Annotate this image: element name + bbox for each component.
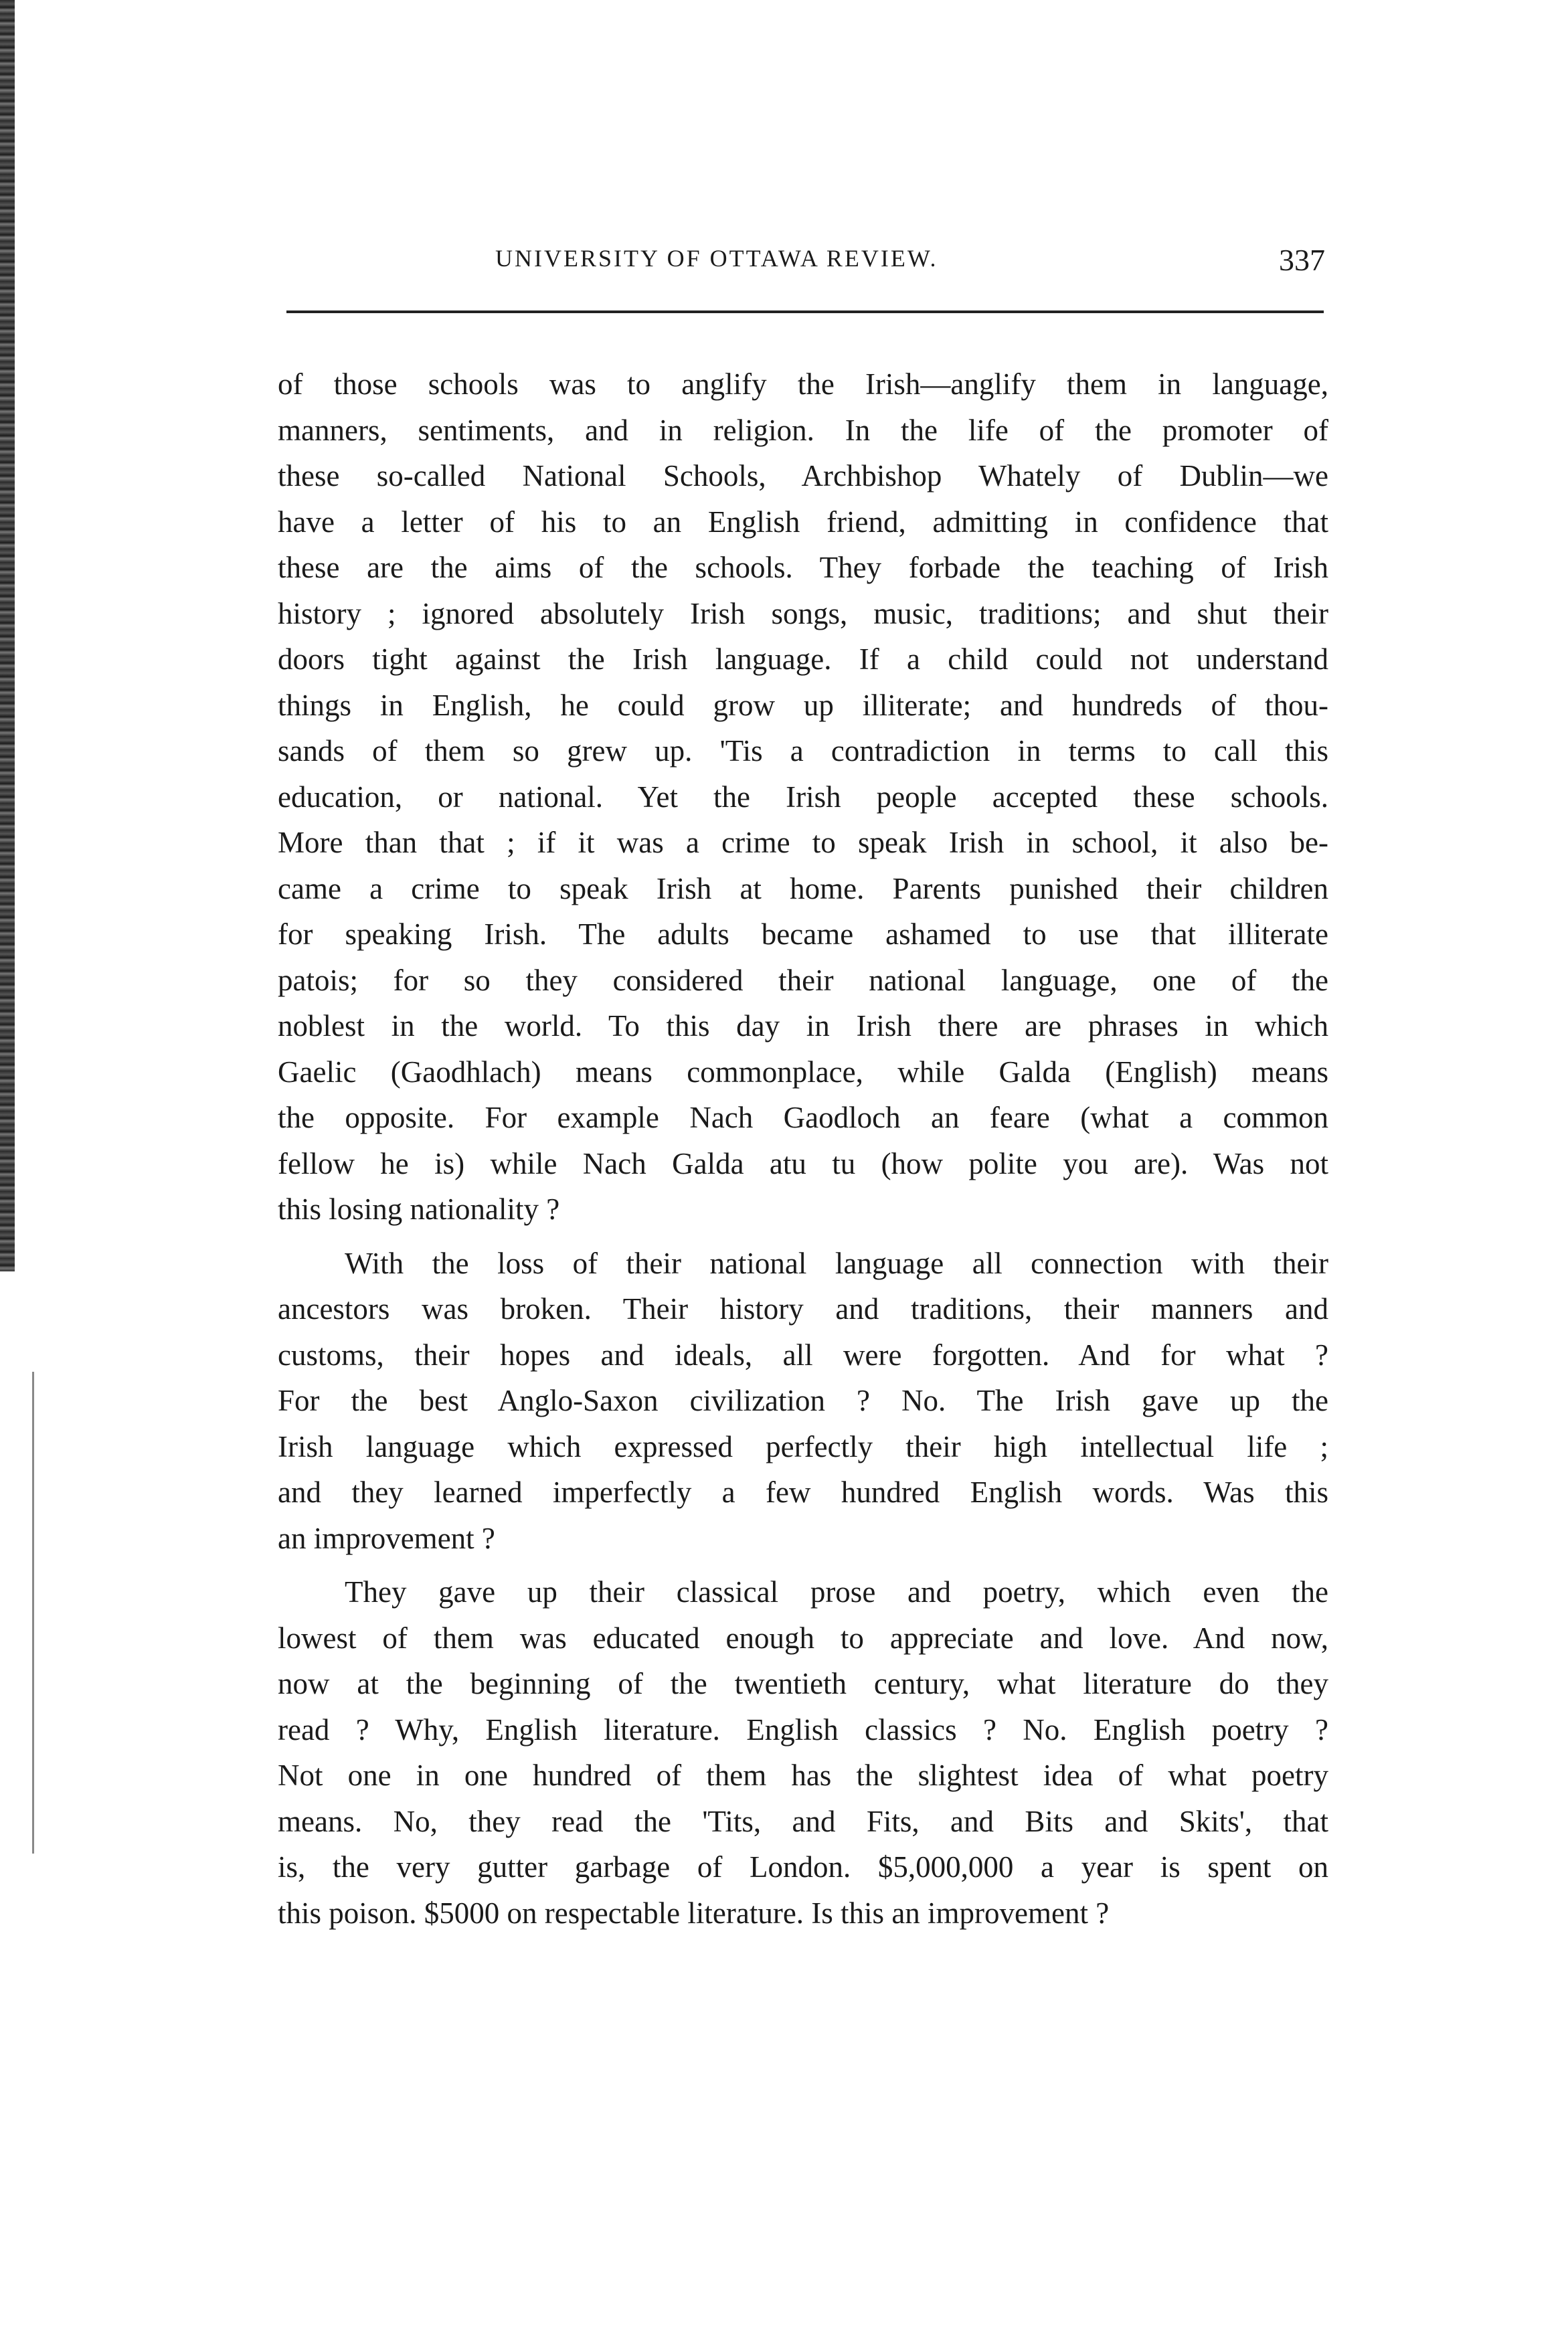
text-line: these so-called National Schools, Archbishop Whately of Dublin—we <box>278 459 1328 493</box>
text-line: Irish language which expressed perfectly their high intellectual life ; <box>278 1429 1328 1463</box>
text-line: sands of them so grew up. 'Tis a contradiction in terms to call this <box>278 734 1328 768</box>
text-line: the opposite. For example Nach Gaodloch an feare (what a common <box>278 1101 1328 1134</box>
text-line: now at the beginning of the twentieth century, what literature do they <box>278 1667 1328 1700</box>
paragraph <box>278 361 1328 1233</box>
text-line: customs, their hopes and ideals, all were forgotten. And for what ? <box>278 1338 1328 1372</box>
text-line: an improvement ? <box>278 1521 495 1555</box>
text-line: history ; ignored absolutely Irish songs, music, traditions; and shut their <box>278 596 1328 630</box>
text-line: patois; for so they considered their national language, one of the <box>278 963 1328 997</box>
paragraph <box>278 1569 1328 1936</box>
text-line: fellow he is) while Nach Galda atu tu (how polite you are). Was not <box>278 1146 1328 1180</box>
text-line: for speaking Irish. The adults became ashamed to use that illiterate <box>278 917 1328 951</box>
text-line: Not one in one hundred of them has the slightest idea of what poetry <box>278 1759 1328 1792</box>
text-line: this poison. $5000 on respectable literature. Is this an improvement ? <box>278 1896 1110 1930</box>
text-line: read ? Why, English literature. English classics ? No. English poetry ? <box>278 1712 1328 1747</box>
text-line: these are the aims of the schools. They forbade the teaching of Irish <box>278 551 1328 584</box>
text-line: this losing nationality ? <box>278 1192 560 1226</box>
journal-title: UNIVERSITY OF OTTAWA REVIEW. <box>495 245 938 272</box>
text-line: Gaelic (Gaodhlach) means commonplace, while Galda (English) means <box>278 1055 1328 1089</box>
body-text <box>278 361 1328 1936</box>
text-line: noblest in the world. To this day in Irish there are phrases in which <box>278 1009 1328 1043</box>
text-line: ancestors was broken. Their history and traditions, their manners and <box>278 1292 1328 1326</box>
text-line: have a letter of his to an English friend, admitting in confidence that <box>278 505 1328 539</box>
paragraph-gap <box>278 1561 1328 1569</box>
text-line: They gave up their classical prose and poetry, which even the <box>345 1575 1328 1609</box>
text-line: doors tight against the Irish language. If a child could not understand <box>278 642 1328 676</box>
text-line: means. No, they read the 'Tits, and Fits, and Bits and Skits', that <box>278 1804 1328 1838</box>
text-line: education, or national. Yet the Irish people accepted these schools. <box>278 780 1328 814</box>
text-line: lowest of them was educated enough to appreciate and love. And now, <box>278 1621 1328 1655</box>
text-line: of those schools was to anglify the Irish—anglify them in language, <box>278 367 1328 401</box>
text-line: More than that ; if it was a crime to speak Irish in school, it also be- <box>278 826 1328 859</box>
scan-binding-edge <box>0 0 15 1271</box>
text-line: For the best Anglo-Saxon civilization ? No. The Irish gave up the <box>278 1384 1328 1417</box>
text-line: and they learned imperfectly a few hundred English words. Was this <box>278 1475 1328 1509</box>
running-header <box>281 228 1325 301</box>
text-line: is, the very gutter garbage of London. $5,000,000 a year is spent on <box>278 1850 1328 1884</box>
text-line: manners, sentiments, and in religion. In the life of the promoter of <box>278 413 1328 447</box>
paragraph <box>278 1241 1328 1562</box>
text-line: came a crime to speak Irish at home. Parents punished their children <box>278 871 1328 905</box>
text-line: things in English, he could grow up illiterate; and hundreds of thou- <box>278 688 1328 722</box>
scan-margin-mark <box>32 1372 34 1854</box>
text-line: With the loss of their national language all connection with their <box>345 1246 1328 1280</box>
page-number: 337 <box>1279 243 1325 277</box>
paragraph-gap <box>278 1233 1328 1241</box>
header-rule <box>286 310 1324 313</box>
